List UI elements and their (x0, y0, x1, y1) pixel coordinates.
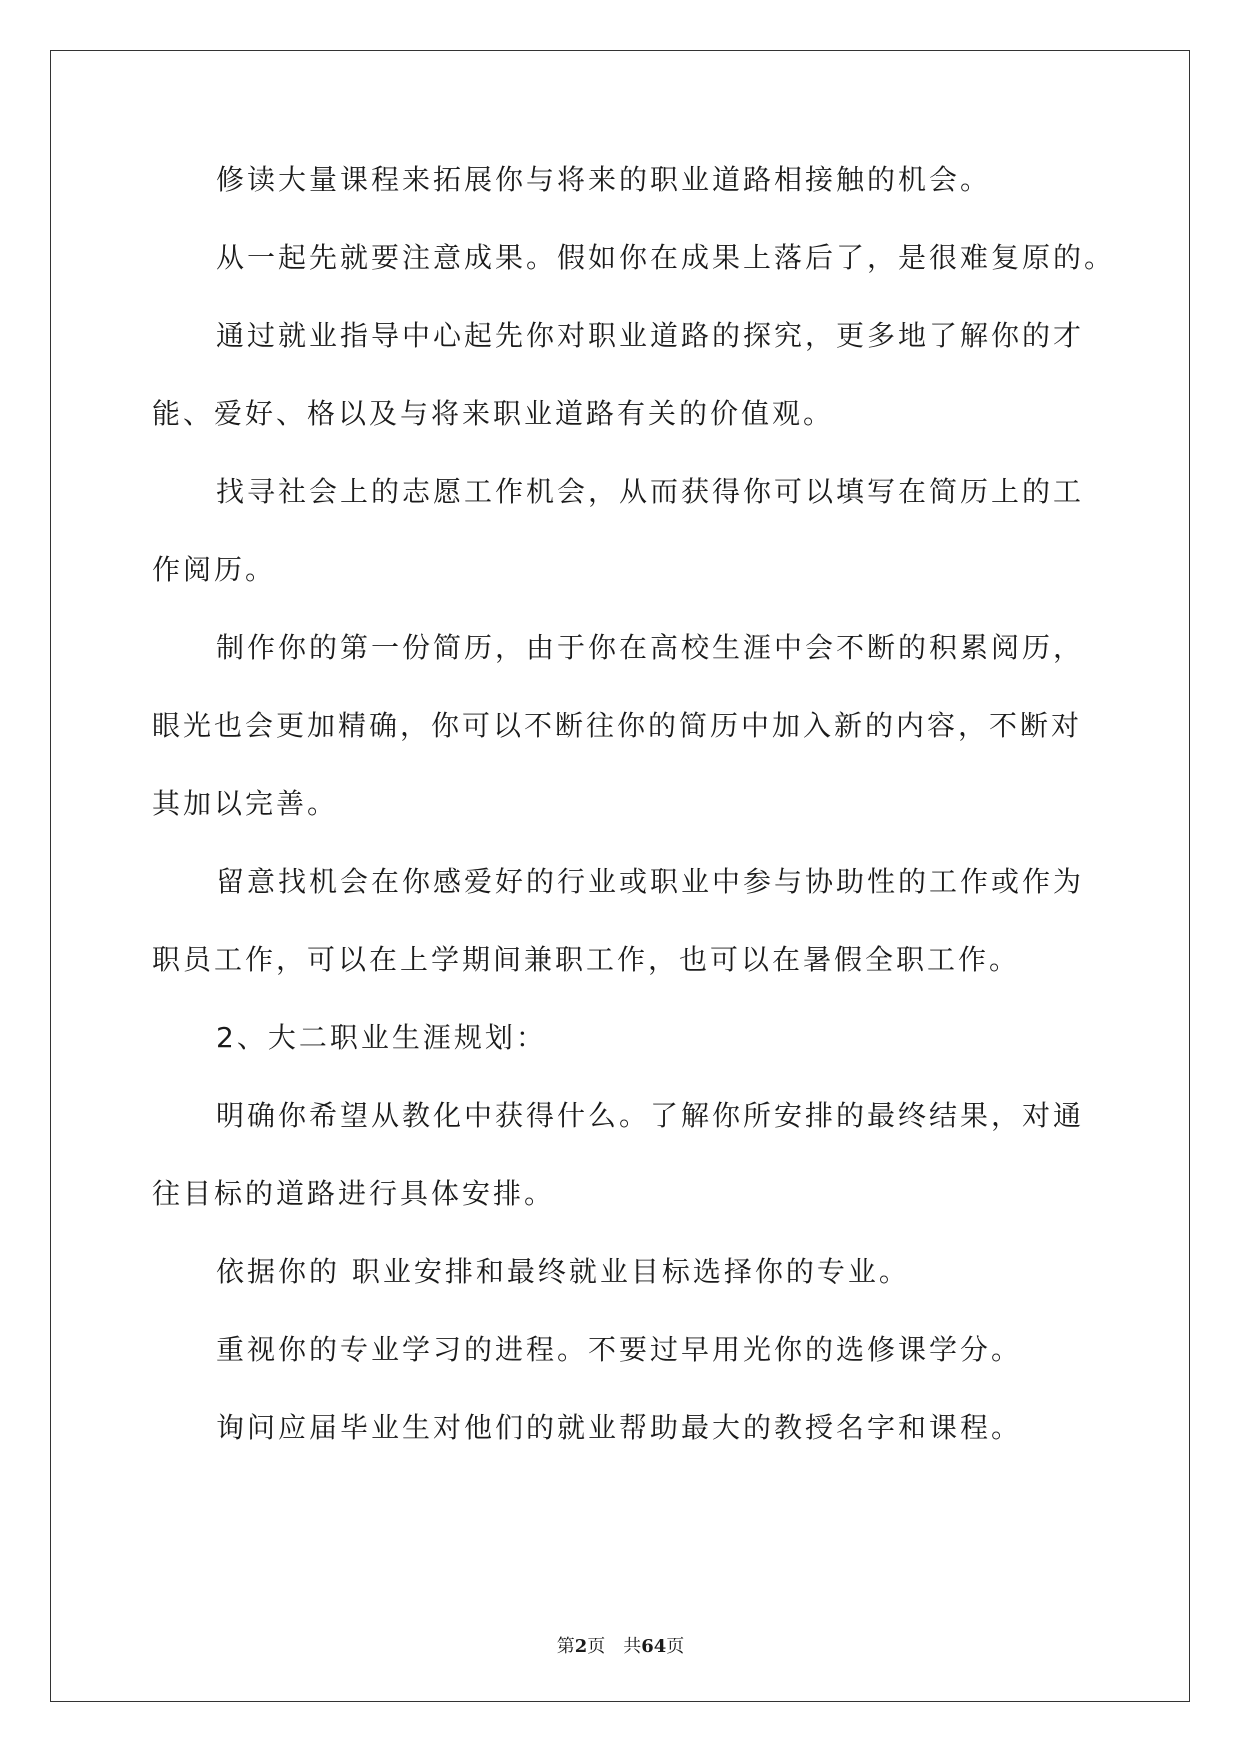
footer-prefix: 第 (556, 1636, 575, 1657)
text-line: 能、爱好、格以及与将来职业道路有关的价值观。 (152, 397, 835, 430)
footer-suffix: 页 (666, 1636, 685, 1657)
text-line: 其加以完善。 (152, 787, 339, 820)
page-footer (0, 1632, 1241, 1658)
text-line: 依据你的 职业安排和最终就业目标选择你的专业。 (216, 1255, 910, 1288)
text-line: 往目标的道路进行具体安排。 (152, 1177, 556, 1210)
text-line: 职员工作，可以在上学期间兼职工作，也可以在暑假全职工作。 (152, 943, 1021, 976)
total-pages: 64 (641, 1636, 667, 1657)
text-line: 找寻社会上的志愿工作机会，从而获得你可以填写在简历上的工 (216, 475, 1085, 508)
text-line: 重视你的专业学习的进程。不要过早用光你的选修课学分。 (216, 1333, 1023, 1366)
section-heading: 2、大二职业生涯规划： (216, 1021, 547, 1054)
text-line: 询问应届毕业生对他们的就业帮助最大的教授名字和课程。 (216, 1411, 1023, 1444)
text-line: 作阅历。 (152, 553, 277, 586)
text-line: 明确你希望从教化中获得什么。了解你所安排的最终结果，对通 (216, 1099, 1085, 1132)
text-line: 通过就业指导中心起先你对职业道路的探究，更多地了解你的才 (216, 319, 1085, 352)
text-line: 留意找机会在你感爱好的行业或职业中参与协助性的工作或作为 (216, 865, 1085, 898)
text-line: 从一起先就要注意成果。假如你在成果上落后了，是很难复原的。 (216, 241, 1116, 274)
text-line: 制作你的第一份简历，由于你在高校生涯中会不断的积累阅历， (216, 631, 1085, 664)
footer-mid: 页 共 (587, 1636, 642, 1657)
text-line: 眼光也会更加精确，你可以不断往你的简历中加入新的内容，不断对 (152, 709, 1083, 742)
page-number: 2 (574, 1636, 588, 1657)
text-line: 修读大量课程来拓展你与将来的职业道路相接触的机会。 (216, 163, 992, 196)
